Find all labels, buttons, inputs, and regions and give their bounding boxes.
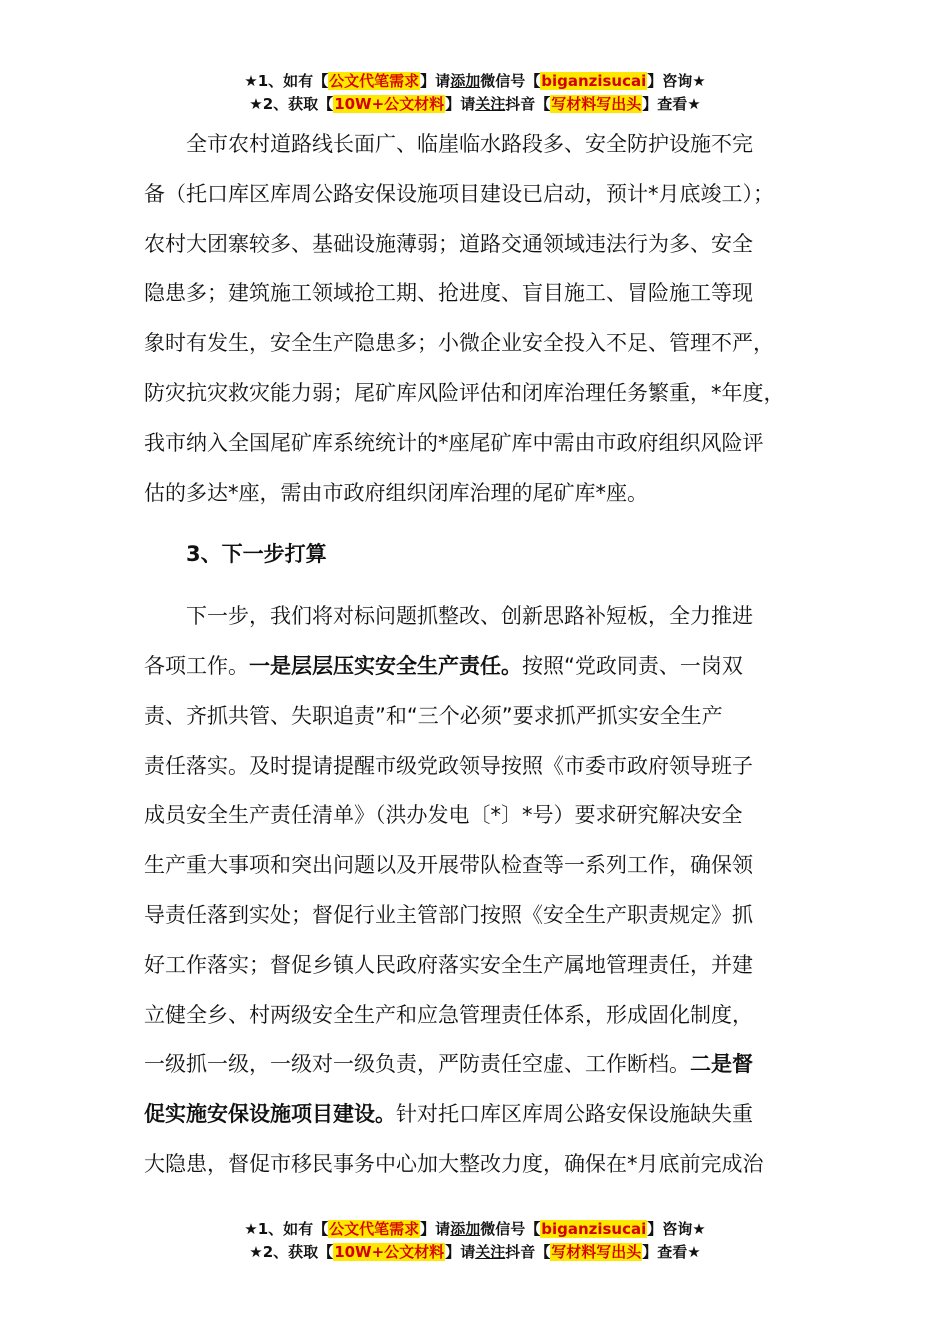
banner-line-1 (0, 1218, 950, 1241)
banner-text: 】查看★ (642, 1243, 701, 1261)
text-line: 估的多达*座，需由市政府组织闭库治理的尾矿库*座。 (144, 480, 648, 505)
banner-highlight: 公文代笔需求 (329, 72, 420, 90)
banner-text: 】咨询★ (647, 1220, 706, 1238)
banner-text: 】请 (420, 72, 451, 90)
text-line: 大隐患，督促市移民事务中心加大整改力度，确保在*月底前完成治 (144, 1151, 764, 1176)
banner-underlined-text: 添加 (450, 72, 481, 90)
text-span: 针对托口库区库周公路安保设施缺失重 (396, 1102, 753, 1127)
banner-highlight: 10W+公文材料 (334, 95, 445, 113)
text-line (144, 1040, 829, 1090)
text-line: 隐患多；建筑施工领域抢工期、抢进度、盲目施工、冒险施工等现 (144, 281, 753, 306)
banner-highlight: 写材料写出头 (551, 1243, 642, 1261)
text-line: 责、齐抓共管、失职追责”和“三个必须”要求抓严抓实安全生产 (144, 703, 723, 728)
text-span: 一级抓一级，一级对一级负责，严防责任空虚、工作断档。 (144, 1052, 690, 1077)
text-span: 按照“党政同责、一岗双 (522, 653, 743, 678)
text-line: 象时有发生，安全生产隐患多；小微企业安全投入不足、管理不严， (144, 331, 774, 356)
banner-underlined-text: 关注 (475, 95, 506, 113)
bold-text: 一是层层压实安全生产责任。 (249, 653, 522, 678)
banner-text: 抖音【 (505, 1243, 551, 1261)
banner-text: ★1、如有【 (244, 72, 329, 90)
banner-text: ★2、获取【 (249, 95, 334, 113)
banner-highlight: 写材料写出头 (551, 95, 642, 113)
banner-line-2 (0, 93, 950, 116)
bold-text: 二是督 (690, 1052, 753, 1077)
banner-text: 】咨询★ (647, 72, 706, 90)
banner-highlight: biganzisucai (541, 72, 647, 90)
text-line (144, 642, 829, 692)
banner-text: 微信号【 (480, 72, 541, 90)
text-line: 好工作落实；督促乡镇人民政府落实安全生产属地管理责任，并建 (144, 952, 753, 977)
text-line (144, 1090, 829, 1140)
banner-text: ★1、如有【 (244, 1220, 329, 1238)
banner-text: 抖音【 (505, 95, 551, 113)
text-line: 成员安全生产责任清单》（洪办发电〔*〕*号）要求研究解决安全 (144, 803, 743, 828)
banner-text: 】请 (445, 95, 476, 113)
bold-text: 促实施安保设施项目建设。 (144, 1102, 396, 1127)
banner-text: 】请 (420, 1220, 451, 1238)
text-line: 备（托口库区库周公路安保设施项目建设已启动，预计*月底竣工）； (144, 181, 774, 206)
text-line: 责任落实。及时提请提醒市级党政领导按照《市委市政府领导班子 (144, 753, 753, 778)
header-banner (0, 70, 950, 116)
text-span: 各项工作。 (144, 653, 249, 678)
banner-text: 】请 (445, 1243, 476, 1261)
text-line: 全市农村道路线长面广、临崖临水路段多、安全防护设施不完 (186, 132, 753, 156)
footer-banner (0, 1218, 950, 1264)
banner-text: ★2、获取【 (249, 1243, 334, 1261)
banner-highlight: 10W+公文材料 (334, 1243, 445, 1261)
banner-line-2 (0, 1241, 950, 1264)
banner-text: 微信号【 (480, 1220, 541, 1238)
banner-highlight: 公文代笔需求 (329, 1220, 420, 1238)
banner-text: 】查看★ (642, 95, 701, 113)
banner-highlight: biganzisucai (541, 1220, 647, 1238)
text-line: 导责任落到实处；督促行业主管部门按照《安全生产职责规定》抓 (144, 902, 753, 927)
paragraph-2 (144, 592, 829, 1190)
document-body (144, 120, 829, 1190)
text-line: 下一步，我们将对标问题抓整改、创新思路补短板，全力推进 (186, 604, 753, 629)
text-line: 生产重大事项和突出问题以及开展带队检查等一系列工作，确保领 (144, 853, 753, 878)
banner-line-1 (0, 70, 950, 93)
paragraph-1 (144, 120, 829, 518)
text-line: 我市纳入全国尾矿库系统统计的*座尾矿库中需由市政府组织风险评 (144, 430, 764, 455)
banner-underlined-text: 关注 (475, 1243, 506, 1261)
text-line: 防灾抗灾救灾能力弱；尾矿库风险评估和闭库治理任务繁重，*年度， (144, 380, 785, 405)
text-line: 农村大团寨较多、基础设施薄弱；道路交通领域违法行为多、安全 (144, 231, 753, 256)
banner-underlined-text: 添加 (450, 1220, 481, 1238)
section-heading: 3、下一步打算 (186, 542, 327, 567)
text-line: 立健全乡、村两级安全生产和应急管理责任体系，形成固化制度， (144, 1002, 753, 1027)
